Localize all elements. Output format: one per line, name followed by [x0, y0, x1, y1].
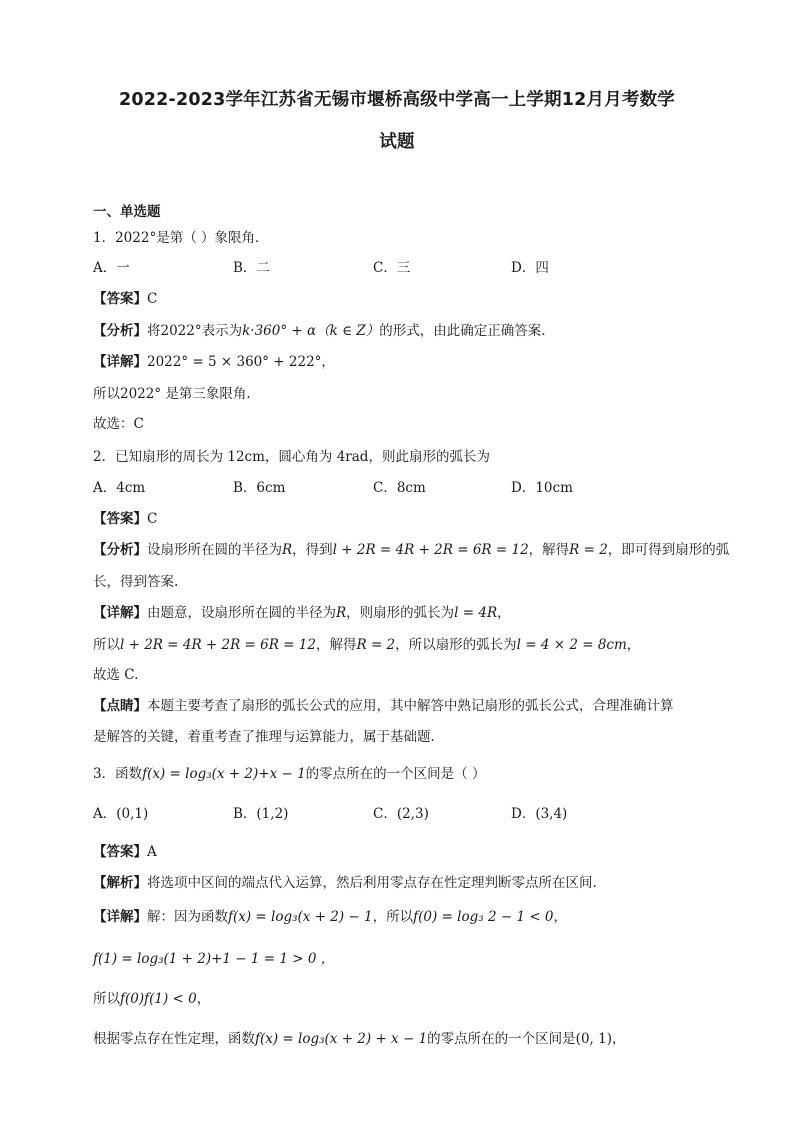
q1-conclusion: 所以2022° 是第三象限角.	[93, 386, 251, 402]
q2-choose: 故选 C.	[93, 667, 139, 683]
q3-option-c: C．(2,3)	[373, 806, 429, 822]
q1-choose: 故选：C	[93, 416, 144, 432]
detail-text: ，	[497, 605, 511, 621]
analysis-text: ，解得	[528, 542, 570, 558]
detail-text: ，所以	[372, 909, 414, 925]
q3-option-a: A．(0,1)	[93, 806, 149, 822]
document-title-line2: 试题	[379, 132, 415, 152]
detail-text: ，	[196, 991, 211, 1007]
analysis-tag: 【分析】	[93, 323, 147, 339]
q2-analysis-line2: 长，得到答案.	[93, 574, 179, 590]
perimeter-equation: l + 2R = 4R + 2R = 6R = 12	[332, 542, 529, 558]
q1-option-b: B．二	[233, 260, 270, 276]
function-formula: f(x) = log₃(x + 2)+x − 1	[142, 766, 306, 782]
detail-text: ，	[626, 637, 641, 653]
analysis-text: 将2022°表示为	[147, 323, 243, 339]
function-formula: f(x) = log₃(x + 2) − 1	[228, 909, 373, 925]
q2-option-d: D．10cm	[511, 480, 573, 496]
q2-option-c: C．8cm	[373, 480, 426, 496]
arc-length-formula: l = 4R	[454, 605, 498, 621]
detail-text: 的零点所在的一个区间是	[427, 1031, 576, 1047]
q1-option-a: A．一	[93, 260, 130, 276]
radius-solution: R = 2	[569, 542, 608, 558]
q3-stem	[93, 765, 485, 783]
detail-text: 由题意，设扇形所在圆的半径为	[147, 605, 336, 621]
stem-text: 的零点所在的一个区间是（ ）	[305, 766, 486, 782]
q3-detail-line4	[93, 1030, 625, 1048]
radius-symbol: R	[282, 542, 293, 558]
detail-formula: 2022° = 5 × 360° + 222°，	[147, 354, 335, 370]
analysis-text: ，即可得到扇形的弧	[607, 542, 730, 558]
answer-tag: 【答案】	[93, 844, 147, 860]
q2-option-b: B．6cm	[233, 480, 286, 496]
detail-text: ，解得	[315, 637, 357, 653]
q2-comment-line1	[93, 697, 674, 715]
arc-length-result: l = 4 × 2 = 8cm	[516, 637, 627, 653]
stem-text: 3．函数	[93, 766, 143, 782]
detail-tag: 【详解】	[93, 909, 147, 925]
perimeter-equation: l + 2R = 4R + 2R = 6R = 12	[120, 637, 316, 653]
q2-comment-line2: 是解答的关键，着重考查了推理与运算能力，属于基础题.	[93, 729, 435, 745]
radius-symbol: R	[336, 605, 347, 621]
analysis-text-end: 的形式，由此确定正确答案.	[379, 323, 546, 339]
analysis-text: 将选项中区间的端点代入运算，然后利用零点存在性定理判断零点所在区间.	[147, 875, 597, 891]
document-title-line1: 2022-2023学年江苏省无锡市堰桥高级中学高一上学期12月月考数学	[118, 90, 676, 110]
section-heading: 一、单选题	[93, 204, 161, 220]
analysis-tag: 【分析】	[93, 542, 147, 558]
analysis-tag: 【解析】	[93, 875, 147, 891]
analysis-text: ，得到	[292, 542, 333, 558]
q2-option-a: A．4cm	[93, 480, 146, 496]
comment-tag: 【点睛】	[93, 698, 147, 714]
detail-tag: 【详解】	[93, 605, 147, 621]
q1-option-d: D．四	[511, 260, 549, 276]
detail-text: 根据零点存在性定理，函数	[93, 1031, 255, 1047]
q3-detail-line2	[93, 950, 334, 968]
answer-tag: 【答案】	[93, 511, 147, 527]
q2-analysis-line1	[93, 541, 729, 559]
q1-answer	[93, 290, 157, 308]
detail-tag: 【详解】	[93, 354, 147, 370]
q1-analysis	[93, 322, 546, 340]
f0-evaluation: f(0) = log₃ 2 − 1 < 0	[413, 909, 554, 925]
detail-text: ，	[611, 1031, 626, 1047]
f1-evaluation: f(1) = log₃(1 + 2)+1 − 1 = 1 > 0 ，	[93, 951, 335, 967]
comment-text: 本题主要考查了扇形的弧长公式的应用，其中解答中熟记扇形的弧长公式，合理准确计算	[147, 698, 674, 714]
q2-detail-line1	[93, 604, 511, 622]
q3-detail-line1	[93, 908, 567, 926]
q3-option-d: D．(3,4)	[511, 806, 568, 822]
interval: (0, 1)	[575, 1031, 612, 1047]
answer-value: C	[147, 291, 158, 307]
function-formula: f(x) = log₃(x + 2) + x − 1	[255, 1031, 428, 1047]
detail-text: 所以	[93, 991, 120, 1007]
q3-analysis	[93, 874, 597, 892]
q2-detail-line2	[93, 636, 640, 654]
detail-text: ，所以扇形的弧长为	[395, 637, 517, 653]
q2-stem: 2．已知扇形的周长为 12cm，圆心角为 4rad，则此扇形的弧长为	[93, 449, 490, 465]
q3-detail-line3	[93, 990, 210, 1008]
analysis-formula: k·360° + α（k ∈ Z）	[242, 323, 380, 339]
detail-text: 所以	[93, 637, 120, 653]
q2-answer	[93, 510, 157, 528]
q1-detail	[93, 353, 335, 371]
analysis-text: 设扇形所在圆的半径为	[147, 542, 282, 558]
answer-value: C	[147, 511, 158, 527]
q1-option-c: C．三	[373, 260, 411, 276]
detail-text: ，	[553, 909, 568, 925]
answer-tag: 【答案】	[93, 291, 147, 307]
q3-option-b: B．(1,2)	[233, 806, 289, 822]
q1-stem: 1．2022°是第（ ）象限角．	[93, 230, 269, 246]
q3-answer	[93, 843, 157, 861]
detail-text: ，则扇形的弧长为	[346, 605, 455, 621]
radius-solution: R = 2	[356, 637, 396, 653]
detail-text: 解：因为函数	[147, 909, 228, 925]
product-inequality: f(0)f(1) < 0	[120, 991, 197, 1007]
answer-value: A	[147, 844, 157, 860]
